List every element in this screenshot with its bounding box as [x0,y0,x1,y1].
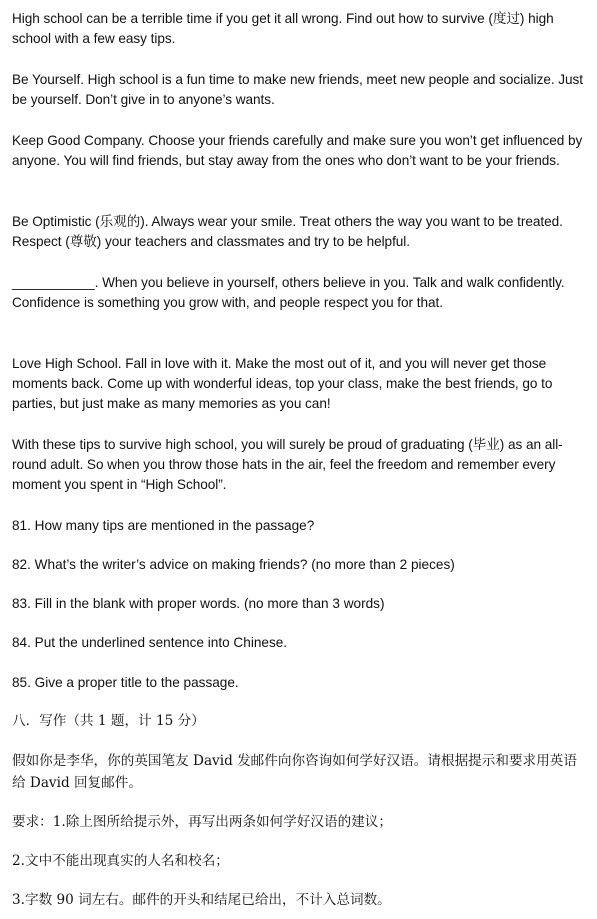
writing-requirement-2: 2.文中不能出现真实的人名和校名； [12,853,229,869]
passage-paragraph-optimistic: Be Optimistic (乐观的). Always wear your smile. Treat others the way you want to be treated. Respect (尊敬) your teachers and classmates and try to be helpful. [12,214,563,249]
question-85: 85. Give a proper title to the passage. [12,675,239,690]
question-83: 83. Fill in the blank with proper words. (no more than 3 words) [12,596,385,611]
question-82: 82. What’s the writer’s advice on making friends? (no more than 2 pieces) [12,557,455,572]
passage-paragraph-love-high-school: Love High School. Fall in love with it. Make the most out of it, and you will never get those moments back. Come up with wonderful ideas, top your class, make the best friends, go to parties, but just make as many memories as you can! [12,356,553,411]
passage-paragraph-blank-tip: ___________. When you believe in yourself, others believe in you. Talk and walk confidently. Confidence is something you grow with, and people respect you for that. [12,275,565,310]
writing-requirement-3: 3.字数 90 词左右。邮件的开头和结尾已给出，不计入总词数。 [12,892,391,908]
passage-paragraph-be-yourself: Be Yourself. High school is a fun time to make new friends, meet new people and socialize. Just be yourself. Don’t give in to anyone’s wants. [12,72,584,107]
question-81: 81. How many tips are mentioned in the passage? [12,518,315,533]
passage-paragraph-good-company: Keep Good Company. Choose your friends carefully and make sure you won’t get influenced by anyone. You will find friends, but stay away from the ones who don’t want to be your friends. [12,133,583,168]
writing-prompt: 假如你是李华，你的英国笔友 David 发邮件向你咨询如何学好汉语。请根据提示和要求用英语给 David 回复邮件。 [12,753,577,791]
writing-requirement-1: 要求：1.除上图所给提示外，再写出两条如何学好汉语的建议； [12,814,392,830]
passage-paragraph-intro: High school can be a terrible time if you get it all wrong. Find out how to survive (度过) high school with a few easy tips. [12,11,554,46]
passage-paragraph-conclusion: With these tips to survive high school, you will surely be proud of graduating (毕业) as an all-round adult. So when you throw those hats in the air, feel the freedom and remember every moment you spent in “High School”. [12,437,563,492]
writing-section-heading: 八．写作（共 1 题，计 15 分） [12,713,205,729]
question-84: 84. Put the underlined sentence into Chinese. [12,635,288,650]
